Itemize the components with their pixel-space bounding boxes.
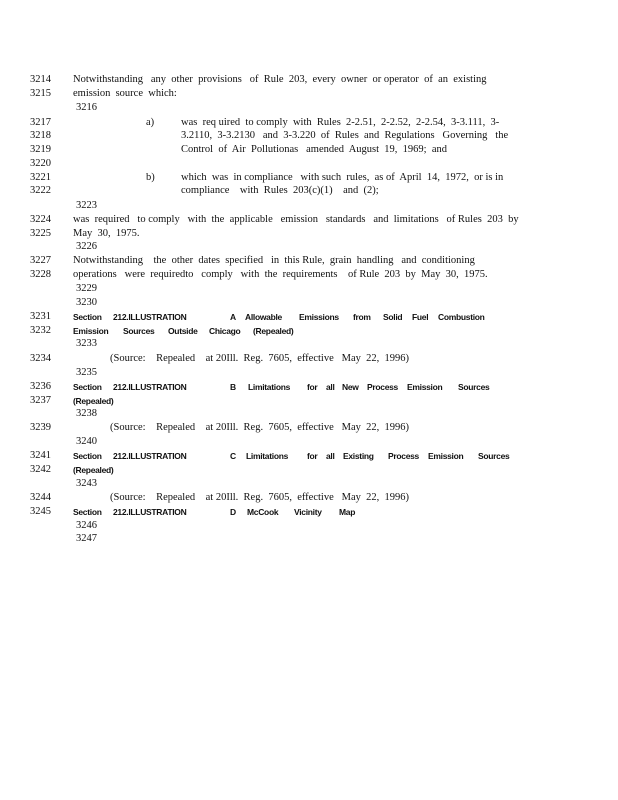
section-heading-word: Emissions bbox=[299, 312, 339, 322]
section-heading-word: D bbox=[230, 507, 236, 517]
section-heading-word: Emission bbox=[73, 326, 109, 336]
line-number: 3220 bbox=[30, 158, 51, 169]
line-number: 3244 bbox=[30, 492, 51, 503]
section-heading-word: from bbox=[353, 312, 371, 322]
section-heading-word: Section bbox=[73, 312, 102, 322]
line-number: 3246 bbox=[76, 520, 97, 531]
section-heading-word: Section bbox=[73, 507, 102, 517]
body-text: 3.2110, 3-3.2130 and 3-3.220 of Rules and Regulations Governing the bbox=[181, 130, 509, 141]
line-number: 3245 bbox=[30, 506, 51, 517]
line-number: 3240 bbox=[76, 436, 97, 447]
section-heading-word: Map bbox=[339, 507, 356, 517]
line-number: 3214 bbox=[30, 74, 51, 85]
section-heading-word: 212.ILLUSTRATION bbox=[113, 382, 187, 392]
source-note: (Source: Repealed at 20Ill. Reg. 7605, effective May 22, 1996) bbox=[110, 422, 409, 433]
line-number: 3218 bbox=[30, 130, 51, 141]
list-label-b: b) bbox=[146, 172, 155, 183]
section-heading-word: Sources bbox=[478, 451, 510, 461]
line-number: 3224 bbox=[30, 214, 51, 225]
line-number: 3239 bbox=[30, 422, 51, 433]
body-text: emission source which: bbox=[73, 88, 177, 99]
line-number: 3226 bbox=[76, 241, 97, 252]
body-text: which was in compliance with such rules, as of April 14, 1972, or is in bbox=[181, 172, 504, 183]
source-note: (Source: Repealed at 20Ill. Reg. 7605, effective May 22, 1996) bbox=[110, 492, 409, 503]
section-heading-word: B bbox=[230, 382, 236, 392]
section-heading-word: Emission bbox=[428, 451, 464, 461]
line-number: 3236 bbox=[30, 381, 51, 392]
line-number: 3228 bbox=[30, 269, 51, 280]
section-heading-word: Emission bbox=[407, 382, 443, 392]
section-heading-word: Section bbox=[73, 382, 102, 392]
section-heading-word: New bbox=[342, 382, 359, 392]
section-heading-word: 212.ILLUSTRATION bbox=[113, 451, 187, 461]
section-heading-word: Chicago bbox=[209, 326, 241, 336]
source-note: (Source: Repealed at 20Ill. Reg. 7605, effective May 22, 1996) bbox=[110, 353, 409, 364]
line-number: 3231 bbox=[30, 311, 51, 322]
section-heading-word: 212.ILLUSTRATION bbox=[113, 507, 187, 517]
line-number: 3215 bbox=[30, 88, 51, 99]
body-text: Notwithstanding any other provisions of Rule 203, every owner or operator of an existing bbox=[73, 74, 487, 85]
section-heading-word: Process bbox=[388, 451, 419, 461]
body-text: was required to comply with the applicable emission standards and limitations of Rules 203 by bbox=[73, 214, 519, 225]
section-heading-word: Outside bbox=[168, 326, 198, 336]
line-number: 3227 bbox=[30, 255, 51, 266]
section-heading-word: Existing bbox=[343, 451, 374, 461]
line-number: 3229 bbox=[76, 283, 97, 294]
section-heading-word: 212.ILLUSTRATION bbox=[113, 312, 187, 322]
line-number: 3243 bbox=[76, 478, 97, 489]
line-number: 3217 bbox=[30, 117, 51, 128]
section-heading-word: Section bbox=[73, 451, 102, 461]
section-heading-word: C bbox=[230, 451, 236, 461]
section-heading-word: all bbox=[326, 382, 335, 392]
line-number: 3242 bbox=[30, 464, 51, 475]
section-heading-word: Limitations bbox=[248, 382, 291, 392]
section-heading-word: Sources bbox=[458, 382, 490, 392]
section-heading-word: A bbox=[230, 312, 236, 322]
line-number: 3237 bbox=[30, 395, 51, 406]
line-number: 3219 bbox=[30, 144, 51, 155]
line-number: 3230 bbox=[76, 297, 97, 308]
line-number: 3235 bbox=[76, 367, 97, 378]
list-label-a: a) bbox=[146, 117, 155, 128]
section-heading-word: McCook bbox=[247, 507, 279, 517]
line-number: 3234 bbox=[30, 353, 51, 364]
section-heading-word: for bbox=[307, 451, 318, 461]
line-number: 3221 bbox=[30, 172, 51, 183]
section-heading-word: Process bbox=[367, 382, 398, 392]
body-text: May 30, 1975. bbox=[73, 228, 140, 239]
body-text: was req uired to comply with Rules 2-2.51, 2-2.52, 2-2.54, 3-3.111, 3- bbox=[181, 117, 500, 128]
section-heading-word: all bbox=[326, 451, 335, 461]
section-heading-word: Limitations bbox=[246, 451, 289, 461]
line-number: 3238 bbox=[76, 408, 97, 419]
line-number: 3247 bbox=[76, 533, 97, 544]
line-number: 3225 bbox=[30, 228, 51, 239]
body-text: compliance with Rules 203(c)(1) and (2); bbox=[181, 185, 379, 196]
section-heading-word: Solid bbox=[383, 312, 403, 322]
line-number: 3241 bbox=[30, 450, 51, 461]
body-text: Control of Air Pollutionas amended August 19, 1969; and bbox=[181, 144, 447, 155]
section-heading-word: Fuel bbox=[412, 312, 429, 322]
section-heading-word: Combustion bbox=[438, 312, 485, 322]
line-number: 3222 bbox=[30, 185, 51, 196]
section-heading-word: (Repealed) bbox=[73, 396, 114, 406]
line-number: 3216 bbox=[76, 102, 97, 113]
body-text: Notwithstanding the other dates specified in this Rule, grain handling and conditioning bbox=[73, 255, 475, 266]
section-heading-word: Sources bbox=[123, 326, 155, 336]
line-number: 3223 bbox=[76, 200, 97, 211]
section-heading-word: for bbox=[307, 382, 318, 392]
section-heading-word: Vicinity bbox=[294, 507, 322, 517]
section-heading-word: (Repealed) bbox=[73, 465, 114, 475]
section-heading-word: Allowable bbox=[245, 312, 282, 322]
section-heading-word: (Repealed) bbox=[253, 326, 294, 336]
line-number: 3233 bbox=[76, 338, 97, 349]
line-number: 3232 bbox=[30, 325, 51, 336]
body-text: operations were requiredto comply with the requirements of Rule 203 by May 30, 1975. bbox=[73, 269, 488, 280]
